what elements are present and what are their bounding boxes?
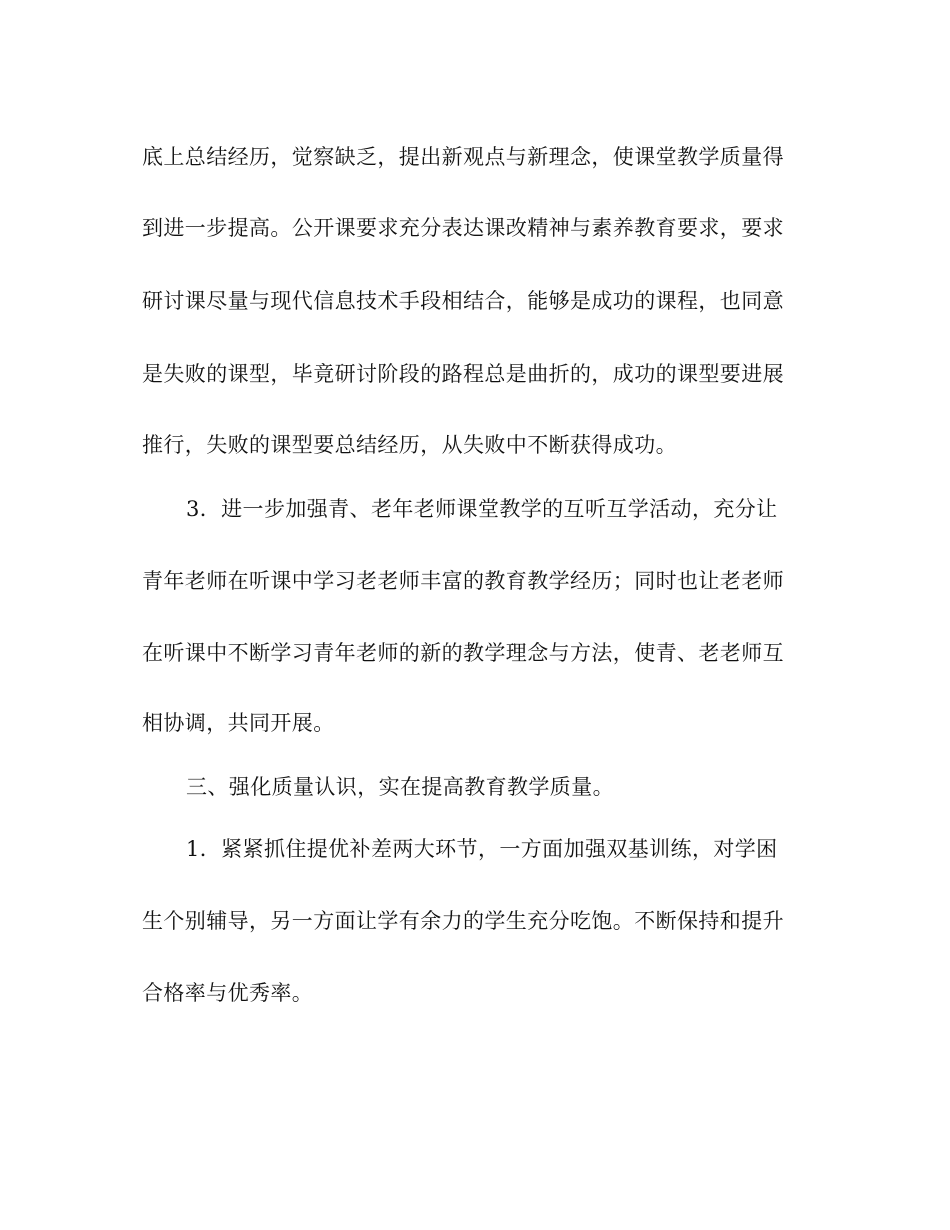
text-line-8: 在听课中不断学习青年老师的新的教学理念与方法，使青、老老师互 [142, 641, 784, 665]
text-line-1: 底上总结经历，觉察缺乏，提出新观点与新理念，使课堂教学质量得 [142, 145, 784, 169]
text-line-2: 到进一步提高。公开课要求充分表达课改精神与素养教育要求，要求 [142, 216, 784, 240]
numbered-paragraph-3: 3．进一步加强青、老年老师课堂教学的互听互学活动，充分让 [186, 497, 778, 521]
numbered-paragraph-1: 1．紧紧抓住提优补差两大环节，一方面加强双基训练，对学困 [186, 837, 778, 861]
text-line-9: 相协调，共同开展。 [142, 711, 335, 735]
text-line-12: 生个别辅导，另一方面让学有余力的学生充分吃饱。不断保持和提升 [142, 909, 784, 933]
text-line-7: 青年老师在听课中学习老老师丰富的教育教学经历；同时也让老老师 [142, 569, 784, 593]
section-heading-3: 三、强化质量认识，实在提高教育教学质量。 [186, 775, 614, 799]
text-line-5: 推行，失败的课型要总结经历，从失败中不断获得成功。 [142, 433, 677, 457]
text-line-4: 是失败的课型，毕竟研讨阶段的路程总是曲折的，成功的课型要进展 [142, 362, 784, 386]
text-line-13: 合格率与优秀率。 [142, 981, 314, 1005]
text-line-3: 研讨课尽量与现代信息技术手段相结合，能够是成功的课程，也同意 [142, 289, 784, 313]
